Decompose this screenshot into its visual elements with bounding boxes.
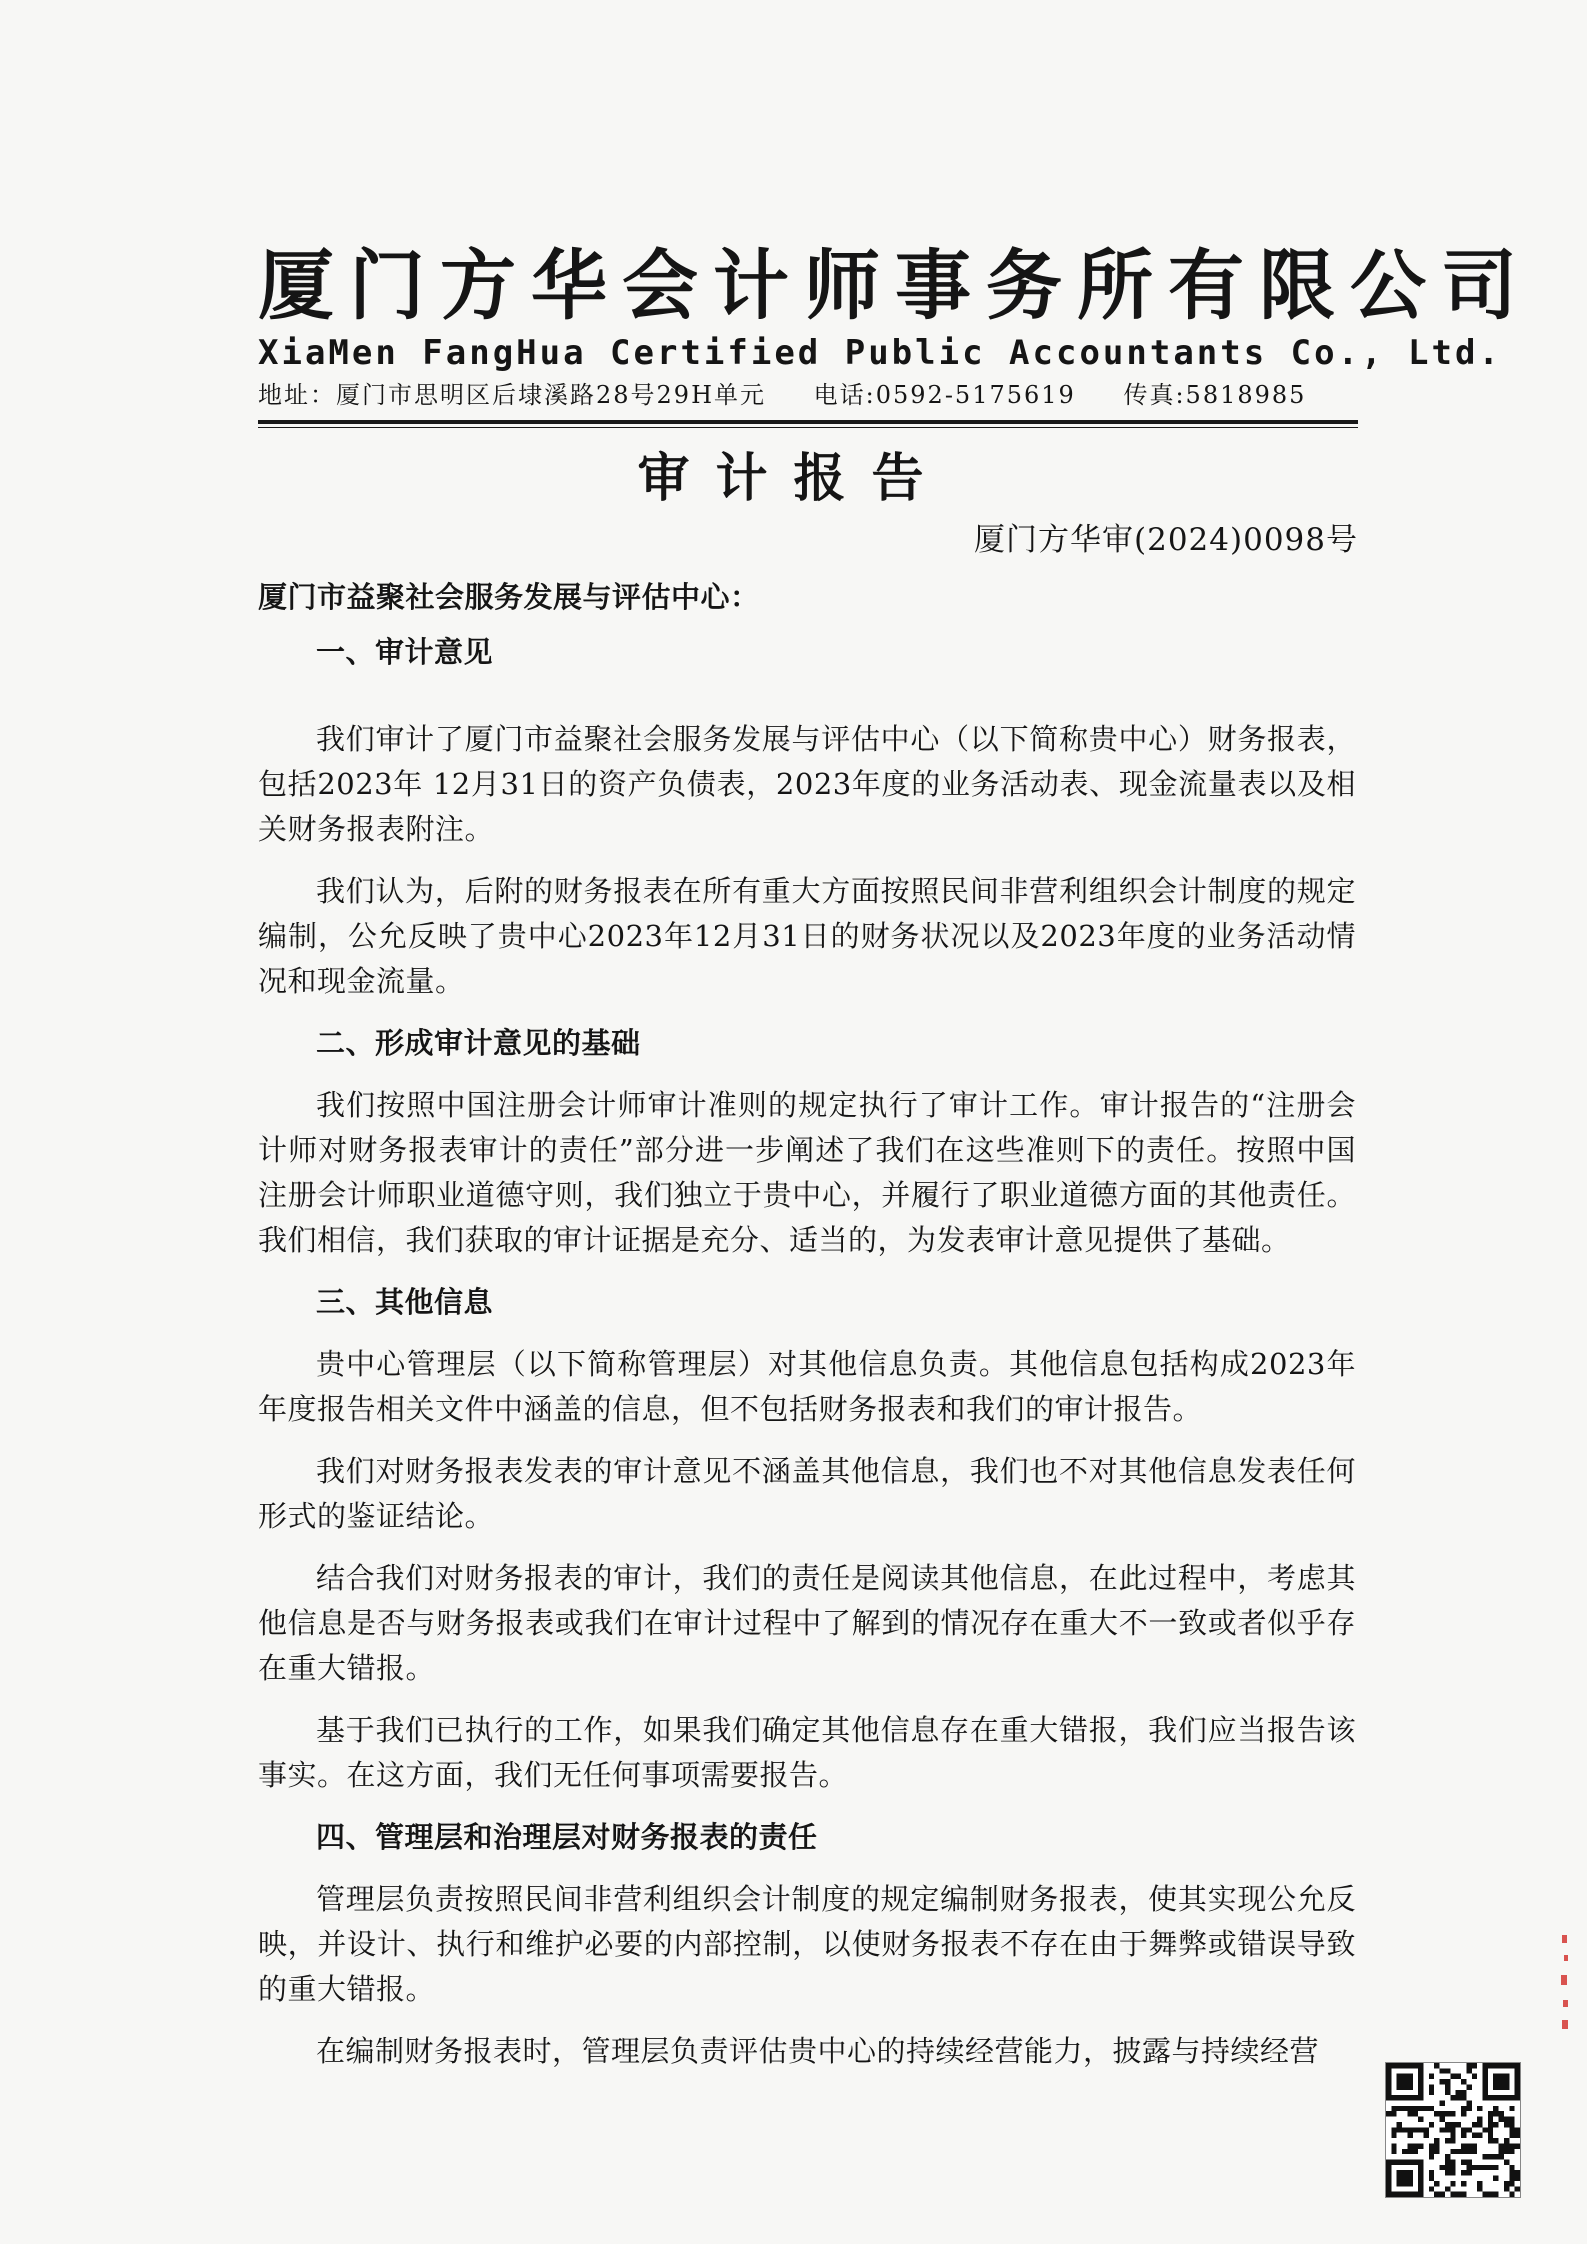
paragraph: 我们对财务报表发表的审计意见不涵盖其他信息，我们也不对其他信息发表任何形式的鉴证结论。	[258, 1454, 1356, 1533]
firm-contact-line	[258, 383, 1358, 407]
section-heading: 二、形成审计意见的基础	[316, 1026, 641, 1060]
paragraph: 我们认为，后附的财务报表在所有重大方面按照民间非营利组织会计制度的规定编制，公允反映了贵中心2023年12月31日的财务状况以及2023年度的业务活动情况和现金流量。	[258, 874, 1356, 998]
paragraph: 我们审计了厦门市益聚社会服务发展与评估中心（以下简称贵中心）财务报表，包括2023年 12月31日的资产负债表，2023年度的业务活动表、现金流量表以及相关财务报表附注。	[258, 722, 1356, 846]
report-title: 审计报告	[637, 448, 950, 509]
report-body	[258, 575, 1356, 2091]
addressee: 厦门市益聚社会服务发展与评估中心：	[258, 580, 760, 614]
firm-fax: 传真:5818985	[1123, 381, 1307, 409]
letterhead-rule-thin	[258, 427, 1358, 428]
paragraph: 基于我们已执行的工作，如果我们确定其他信息存在重大错报，我们应当报告该事实。在这方面，我们无任何事项需要报告。	[258, 1713, 1356, 1792]
report-number: 厦门方华审(2024)0098号	[974, 522, 1358, 558]
qr-code-icon	[1385, 2062, 1521, 2198]
firm-name-chinese: 厦门方华会计师事务所有限公司	[258, 241, 1532, 330]
seal-edge-mark	[1560, 1935, 1570, 2030]
firm-name-english: XiaMen FangHua Certified Public Accountants Co., Ltd.	[258, 333, 1502, 373]
section-heading: 三、其他信息	[316, 1285, 494, 1319]
section-heading: 一、审计意见	[316, 635, 494, 669]
firm-address: 地址：厦门市思明区后埭溪路28号29H单元	[258, 381, 767, 409]
letterhead-rule-thick	[258, 420, 1358, 424]
paragraph: 在编制财务报表时，管理层负责评估贵中心的持续经营能力，披露与持续经营	[316, 2034, 1320, 2068]
firm-phone: 电话:0592-5175619	[813, 381, 1076, 409]
section-heading: 四、管理层和治理层对财务报表的责任	[316, 1820, 818, 1854]
paragraph: 我们按照中国注册会计师审计准则的规定执行了审计工作。审计报告的“注册会计师对财务报表审计的责任”部分进一步阐述了我们在这些准则下的责任。按照中国注册会计师职业道德守则，我们独立于贵中心，并履行了职业道德方面的其他责任。我们相信，我们获取的审计证据是充分、适当的，为发表审计意见提供了基础。	[258, 1088, 1356, 1257]
paragraph: 管理层负责按照民间非营利组织会计制度的规定编制财务报表，使其实现公允反映，并设计、执行和维护必要的内部控制，以使财务报表不存在由于舞弊或错误导致的重大错报。	[258, 1882, 1356, 2006]
paragraph: 结合我们对财务报表的审计，我们的责任是阅读其他信息，在此过程中，考虑其他信息是否与财务报表或我们在审计过程中了解到的情况存在重大不一致或者似乎存在重大错报。	[258, 1561, 1356, 1685]
paragraph: 贵中心管理层（以下简称管理层）对其他信息负责。其他信息包括构成2023年年度报告相关文件中涵盖的信息，但不包括财务报表和我们的审计报告。	[258, 1347, 1356, 1426]
